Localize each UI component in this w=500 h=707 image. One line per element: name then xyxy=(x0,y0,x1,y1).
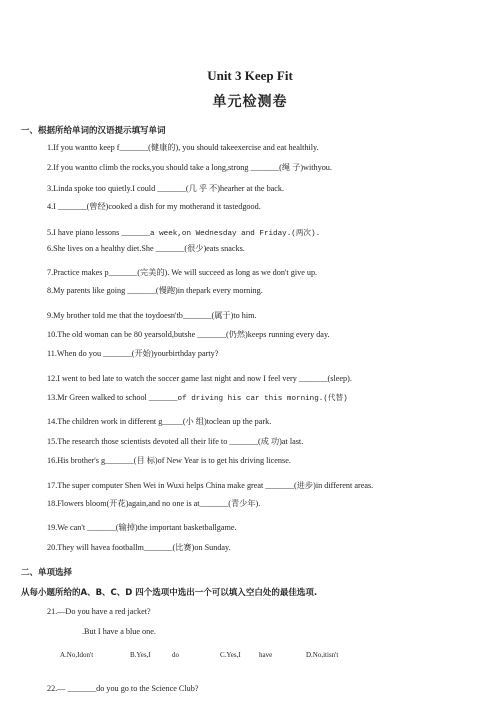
question-17: 17.The super computer Shen Wei in Wuxi helps China make great _______(进步)in different areas. xyxy=(47,481,374,490)
option-b-cont: do xyxy=(172,651,179,659)
question-3: 3.Linda spoke too quietly.I could _______(几 乎 不)hearher at the back. xyxy=(47,184,285,193)
question-18: 18.Flowers bloom(开花)again,and no one is at_______(青少年). xyxy=(47,499,261,508)
question-19: 19.We can't _______(输掉)the important basketballgame. xyxy=(47,523,237,532)
question-9: 9.My brother told me that the toydoesn'tb_______(属于)to him. xyxy=(47,311,257,320)
option-a: A.No,Idon't xyxy=(60,651,94,659)
option-c-cont: have xyxy=(259,651,273,659)
page-subtitle: 单元检测卷 xyxy=(212,94,288,110)
question-5 xyxy=(47,227,320,238)
question-8: 8.My parents like going _______(慢跑)in thepark every morning. xyxy=(47,286,263,295)
question-14: 14.The children work in different g_____(小 组)toclean up the park. xyxy=(47,417,272,426)
question-5-mono: a week,on Wednesday and Friday.(两次). xyxy=(150,230,321,238)
option-b: B.Yes,I xyxy=(130,651,151,659)
section-instruction: 从每小题所给的A、B、C、D 四个选项中选出一个可以填入空白处的最佳选项. xyxy=(21,588,318,598)
question-11: 11.When do you _______(开始)yourbirthday party? xyxy=(47,349,219,358)
page-title: Unit 3 Keep Fit xyxy=(207,68,293,83)
question-10: 10.The old woman can be 80 yearsold,butshe _______(仍然)keeps running every day. xyxy=(47,330,330,339)
question-4: 4.I _______(曾经)cooked a dish for my motherand it tastedgood. xyxy=(47,202,261,211)
section-heading: 二、单项选择 xyxy=(21,568,73,578)
section-heading: 一、根据所给单词的汉语提示填写单词 xyxy=(21,126,166,136)
question-21-line2: .But I have a blue one. xyxy=(82,627,156,636)
question-12: 12.I went to bed late to watch the soccer game last night and now I feel very _______(sleep). xyxy=(47,374,352,383)
option-d: D.No,itisn't xyxy=(306,651,339,659)
question-15: 15.The research those scientists devoted all their life to _______(成 功)at last. xyxy=(47,437,304,446)
option-c: C.Yes,I xyxy=(220,651,241,659)
question-5-text: 5.I have piano lessons _______ xyxy=(47,228,151,237)
question-13-text: 13.Mr Green walked to school _______ xyxy=(47,393,178,402)
question-7: 7.Practice makes p_______(完美的). We will succeed as long as we don't give up. xyxy=(47,268,318,277)
question-1: 1.If you wantto keep f_______(健康的), you should takeexercise and eat healthily. xyxy=(47,143,319,152)
question-21: 21.—Do you have a red jacket? xyxy=(47,607,151,616)
question-13 xyxy=(47,392,348,403)
question-13-mono: of driving his car this morning.(代替) xyxy=(177,395,348,403)
question-6: 6.She lives on a healthy diet.She _______(很少)eats snacks. xyxy=(47,244,245,253)
question-2: 2.If you wantto climb the rocks,you should take a long,strong _______(绳 子)withyou. xyxy=(47,163,332,172)
question-16: 16.His brother's g_______(目 标)of New Year is to get his driving license. xyxy=(47,456,291,465)
question-20: 20.They will havea footballm_______(比赛)on Sunday. xyxy=(47,543,231,552)
question-22: 22.— _______do you go to the Science Club? xyxy=(47,684,199,693)
